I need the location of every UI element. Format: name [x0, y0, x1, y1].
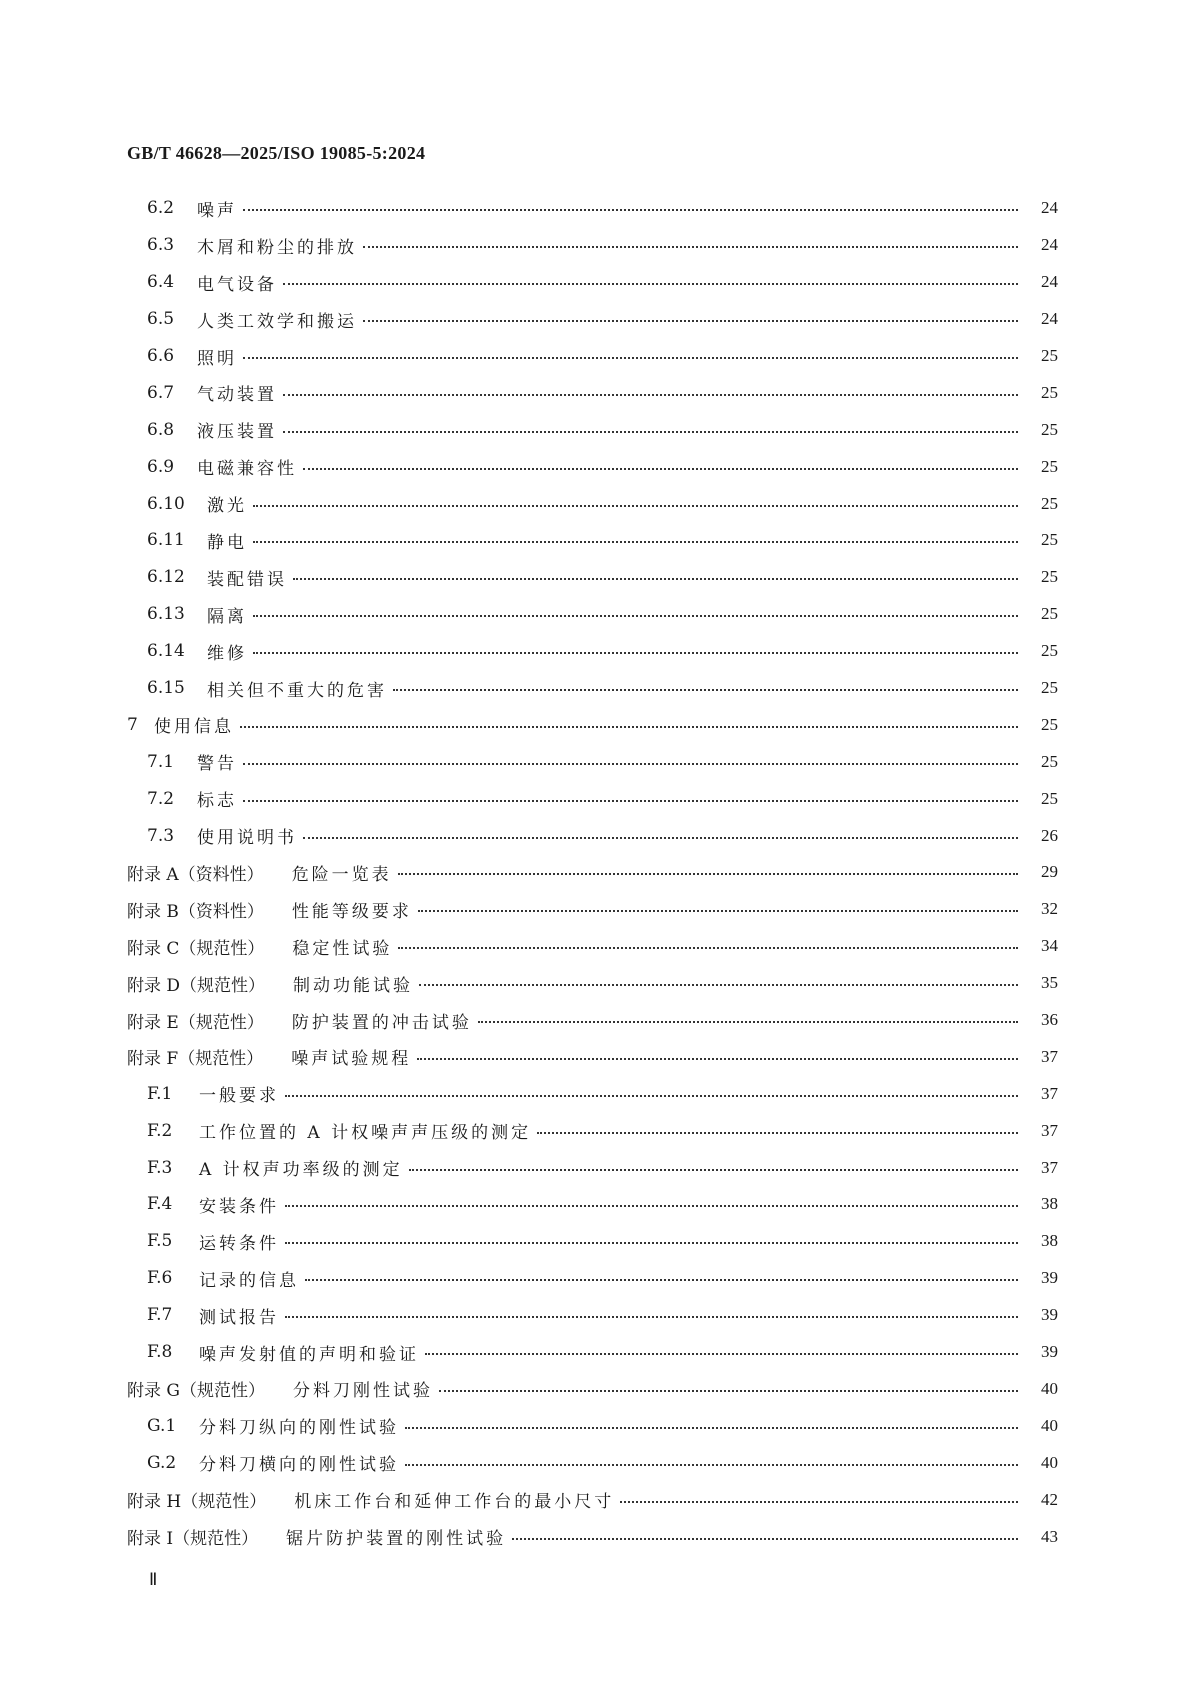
toc-entry[interactable]	[127, 338, 1058, 375]
toc-entry[interactable]	[127, 1186, 1058, 1223]
toc-entry-page: 25	[1041, 382, 1058, 402]
toc-entry-title: 防护装置的冲击试验	[291, 1012, 472, 1033]
toc-dot-leader	[425, 1353, 1018, 1355]
toc-entry[interactable]	[127, 1444, 1058, 1481]
toc-entry-title: 稳定性试验	[292, 938, 393, 959]
toc-entry-title: 标志	[197, 791, 237, 812]
toc-entry-title: 相关但不重大的危害	[207, 680, 387, 701]
toc-dot-leader	[620, 1501, 1018, 1503]
toc-entry-number: 6.12	[147, 567, 185, 588]
toc-entry[interactable]	[127, 411, 1058, 448]
toc-entry[interactable]	[127, 596, 1058, 633]
toc-entry-page: 29	[1041, 862, 1058, 882]
toc-entry-title: A 计权声功率级的测定	[199, 1160, 403, 1181]
toc-entry[interactable]	[127, 1038, 1058, 1075]
document-header: GB/T 46628—2025/ISO 19085-5:2024	[127, 143, 426, 163]
toc-entry-title: 激光	[207, 496, 247, 517]
toc-entry-number: 7.3	[147, 825, 175, 846]
toc-entry-title: 记录的信息	[199, 1270, 299, 1291]
toc-entry-number: 7.2	[147, 788, 175, 809]
toc-entry-number: 附录 G（规范性）	[127, 1381, 265, 1402]
toc-entry-title: 气动装置	[197, 385, 277, 406]
toc-entry-page: 25	[1041, 493, 1058, 513]
toc-entry-title: 危险一览表	[291, 864, 392, 885]
toc-entry-page: 42	[1041, 1489, 1058, 1509]
toc-entry-page: 37	[1041, 1157, 1058, 1177]
toc-entry-title: 噪声试验规程	[291, 1049, 412, 1070]
toc-entry-number: 6.2	[147, 198, 175, 219]
toc-entry-number: 6.5	[147, 309, 175, 330]
toc-entry-number: F.8	[147, 1342, 173, 1363]
toc-entry-number: 6.13	[147, 604, 185, 625]
toc-entry-title: 安装条件	[199, 1196, 279, 1217]
toc-entry[interactable]	[127, 1518, 1058, 1555]
toc-entry-number: 6.9	[147, 456, 175, 477]
toc-entry-page: 37	[1041, 1083, 1058, 1103]
toc-dot-leader	[283, 283, 1018, 285]
toc-entry-page: 35	[1041, 973, 1058, 993]
toc-entry-title: 锯片防护装置的刚性试验	[286, 1529, 507, 1549]
toc-entry-number: 6.3	[147, 235, 175, 256]
toc-entry-number: 6.4	[147, 272, 175, 293]
toc-entry-page: 25	[1041, 346, 1058, 365]
toc-dot-leader	[243, 357, 1018, 359]
toc-dot-leader	[253, 541, 1018, 543]
toc-entry[interactable]	[127, 1075, 1058, 1112]
toc-entry-page: 25	[1041, 788, 1058, 808]
toc-entry-number: 附录 B（资料性）	[127, 901, 264, 922]
toc-entry[interactable]	[127, 264, 1058, 301]
toc-entry-title: 使用信息	[154, 717, 234, 738]
toc-entry[interactable]	[127, 1407, 1058, 1444]
toc-entry[interactable]	[127, 965, 1058, 1002]
toc-entry-title: 机床工作台和延伸工作台的最小尺寸	[294, 1492, 615, 1513]
toc-dot-leader	[398, 947, 1018, 949]
toc-entry-title: 警告	[197, 754, 237, 775]
toc-entry-page: 25	[1041, 604, 1058, 624]
toc-entry-number: 6.6	[147, 346, 175, 366]
toc-dot-leader	[253, 615, 1018, 617]
toc-entry-page: 24	[1041, 235, 1058, 255]
toc-entry-number: 7	[127, 714, 138, 735]
toc-dot-leader	[393, 689, 1018, 691]
toc-entry-page: 25	[1041, 567, 1058, 587]
toc-dot-leader	[405, 1427, 1018, 1429]
toc-entry-page: 25	[1041, 456, 1058, 476]
toc-dot-leader	[303, 468, 1018, 470]
toc-entry-number: F.4	[147, 1194, 173, 1215]
toc-entry-title: 测试报告	[199, 1307, 279, 1328]
toc-entry-number: 附录 A（资料性）	[127, 864, 264, 885]
toc-entry[interactable]	[127, 706, 1058, 743]
toc-entry[interactable]	[127, 1297, 1058, 1334]
toc-entry-title: 人类工效学和搬运	[197, 311, 357, 332]
toc-entry-title: 静电	[207, 532, 247, 553]
toc-entry-title: 分料刀刚性试验	[292, 1381, 433, 1402]
toc-entry-number: 附录 F（规范性）	[127, 1049, 264, 1070]
toc-entry-number: F.3	[147, 1157, 173, 1178]
toc-dot-leader	[478, 1021, 1018, 1023]
toc-entry-page: 40	[1041, 1452, 1058, 1472]
toc-entry[interactable]	[127, 448, 1058, 485]
toc-dot-leader	[417, 1058, 1018, 1060]
toc-entry-page: 26	[1041, 825, 1058, 845]
toc-entry-number: F.7	[147, 1305, 173, 1326]
toc-entry[interactable]	[127, 559, 1058, 596]
toc-entry-page: 25	[1041, 751, 1058, 771]
toc-dot-leader	[409, 1169, 1018, 1171]
toc-entry[interactable]	[127, 485, 1058, 522]
page-number: Ⅱ	[149, 1570, 158, 1589]
toc-entry[interactable]	[127, 1260, 1058, 1297]
toc-dot-leader	[243, 763, 1018, 765]
toc-dot-leader	[283, 431, 1018, 433]
toc-entry-page: 39	[1041, 1268, 1058, 1288]
toc-dot-leader	[405, 1464, 1018, 1466]
table-of-contents	[127, 190, 1058, 1555]
toc-dot-leader	[512, 1538, 1018, 1540]
toc-dot-leader	[537, 1132, 1018, 1134]
toc-entry[interactable]	[127, 190, 1058, 227]
toc-entry-page: 34	[1041, 936, 1058, 956]
toc-entry-number: 附录 C（规范性）	[127, 938, 265, 959]
toc-entry-title: 液压装置	[197, 422, 277, 443]
toc-entry[interactable]	[127, 670, 1058, 707]
toc-entry-page: 36	[1041, 1010, 1058, 1030]
toc-entry-number: 附录 D（规范性）	[127, 975, 266, 996]
toc-entry-number: 附录 E（规范性）	[127, 1012, 264, 1033]
toc-dot-leader	[240, 726, 1018, 728]
toc-entry-page: 40	[1041, 1415, 1058, 1435]
toc-entry[interactable]	[127, 522, 1058, 559]
toc-entry-page: 25	[1041, 714, 1058, 734]
toc-entry-page: 24	[1041, 198, 1058, 218]
toc-entry[interactable]	[127, 1334, 1058, 1371]
toc-entry-page: 39	[1041, 1342, 1058, 1362]
toc-dot-leader	[285, 1095, 1018, 1097]
toc-dot-leader	[293, 578, 1018, 580]
toc-entry[interactable]	[127, 1149, 1058, 1186]
toc-entry-page: 25	[1041, 678, 1058, 698]
toc-entry-number: 6.14	[147, 641, 185, 662]
toc-entry-number: F.5	[147, 1231, 173, 1252]
toc-entry-title: 噪声	[197, 200, 237, 221]
toc-dot-leader	[419, 984, 1018, 986]
toc-dot-leader	[243, 209, 1018, 211]
toc-entry-number: G.2	[147, 1452, 177, 1473]
toc-dot-leader	[253, 505, 1018, 507]
toc-entry-title: 使用说明书	[197, 828, 297, 849]
toc-entry-title: 木屑和粉尘的排放	[197, 237, 357, 258]
toc-entry[interactable]	[127, 1223, 1058, 1260]
toc-entry-page: 24	[1041, 309, 1058, 329]
toc-entry-title: 分料刀横向的刚性试验	[199, 1455, 399, 1476]
toc-dot-leader	[439, 1390, 1018, 1392]
toc-entry-title: 工作位置的 A 计权噪声声压级的测定	[199, 1123, 532, 1144]
toc-entry[interactable]	[127, 1371, 1058, 1408]
toc-dot-leader	[253, 652, 1018, 654]
toc-entry-number: 6.11	[147, 530, 185, 551]
toc-entry-title: 噪声发射值的声明和验证	[199, 1344, 419, 1365]
toc-entry-page: 40	[1041, 1378, 1058, 1398]
toc-entry-number: F.6	[147, 1268, 173, 1289]
toc-entry[interactable]	[127, 227, 1058, 264]
toc-dot-leader	[305, 1279, 1018, 1281]
toc-entry-number: 附录 H（规范性）	[127, 1492, 267, 1513]
toc-entry[interactable]	[127, 854, 1058, 891]
toc-entry-page: 38	[1041, 1194, 1058, 1214]
toc-entry-title: 照明	[197, 348, 237, 369]
toc-entry[interactable]	[127, 633, 1058, 670]
toc-entry[interactable]	[127, 928, 1058, 965]
toc-entry-title: 一般要求	[199, 1086, 279, 1107]
toc-entry-page: 25	[1041, 419, 1058, 439]
toc-entry-page: 25	[1041, 530, 1058, 550]
toc-entry[interactable]	[127, 1481, 1058, 1518]
toc-dot-leader	[285, 1316, 1018, 1318]
toc-entry-number: F.2	[147, 1120, 173, 1141]
toc-entry[interactable]	[127, 1112, 1058, 1149]
toc-entry[interactable]	[127, 780, 1058, 817]
toc-entry-title: 电气设备	[197, 274, 277, 295]
toc-dot-leader	[243, 800, 1018, 802]
toc-dot-leader	[418, 910, 1018, 912]
toc-entry-number: 6.10	[147, 493, 185, 514]
toc-entry-number: 6.8	[147, 419, 175, 440]
toc-entry-number: G.1	[147, 1415, 177, 1436]
toc-entry[interactable]	[127, 301, 1058, 338]
toc-entry-page: 37	[1041, 1046, 1058, 1066]
toc-entry-page: 37	[1041, 1120, 1058, 1140]
toc-dot-leader	[398, 873, 1018, 875]
toc-entry-number: 6.15	[147, 678, 185, 699]
toc-entry-number: 附录 I（规范性）	[127, 1529, 259, 1549]
toc-entry-title: 维修	[207, 643, 247, 664]
toc-entry-page: 38	[1041, 1231, 1058, 1251]
toc-entry-page: 43	[1041, 1526, 1058, 1546]
toc-entry[interactable]	[127, 743, 1058, 780]
toc-entry-title: 性能等级要求	[291, 901, 412, 922]
toc-entry-title: 隔离	[207, 606, 247, 627]
toc-entry-page: 25	[1041, 641, 1058, 661]
toc-entry-number: 6.7	[147, 382, 175, 403]
toc-dot-leader	[283, 394, 1018, 396]
toc-dot-leader	[363, 320, 1018, 322]
toc-entry-number: 7.1	[147, 751, 175, 772]
toc-entry[interactable]	[127, 891, 1058, 928]
toc-dot-leader	[285, 1205, 1018, 1207]
toc-entry[interactable]	[127, 374, 1058, 411]
toc-dot-leader	[285, 1242, 1018, 1244]
toc-entry-title: 电磁兼容性	[197, 459, 297, 480]
toc-entry-number: F.1	[147, 1083, 173, 1104]
toc-dot-leader	[303, 837, 1018, 839]
toc-entry-title: 运转条件	[199, 1233, 279, 1254]
toc-entry-title: 装配错误	[207, 569, 287, 590]
toc-entry-title: 分料刀纵向的刚性试验	[199, 1418, 399, 1439]
toc-entry-page: 32	[1041, 899, 1058, 919]
toc-entry-page: 39	[1041, 1305, 1058, 1325]
toc-dot-leader	[363, 246, 1018, 248]
toc-entry[interactable]	[127, 817, 1058, 854]
toc-entry[interactable]	[127, 1002, 1058, 1039]
toc-entry-page: 24	[1041, 272, 1058, 292]
toc-entry-title: 制动功能试验	[293, 975, 414, 996]
